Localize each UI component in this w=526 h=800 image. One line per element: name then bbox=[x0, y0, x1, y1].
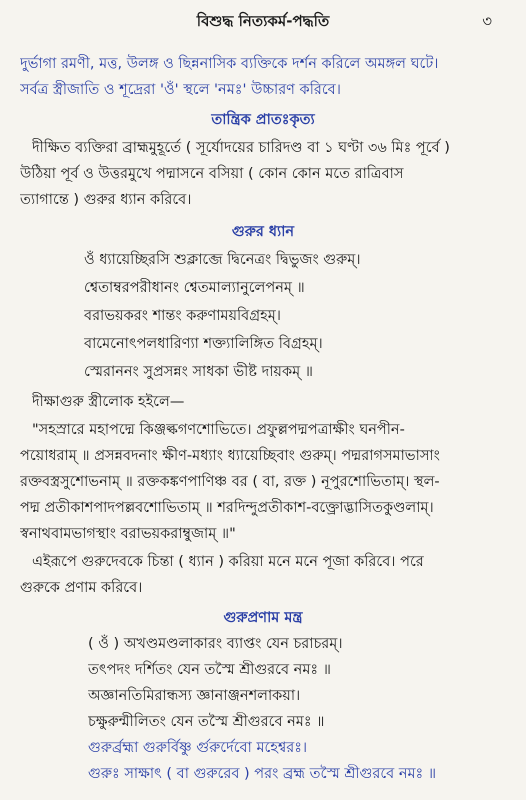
female-verse-line-3: রক্তবস্ত্রসুশোভনাম্ ॥ রক্তকঙ্কণপাণিঞ্চ বর ( বা, রক্ত ) নূপুরশোভিতাম্। স্থল- bbox=[20, 474, 440, 490]
female-guru-intro: দীক্ষাগুরু স্ত্রীলোক হইলে— bbox=[32, 394, 185, 410]
section-heading-tantrik: তান্ত্রিক প্রাতঃকৃত্য bbox=[211, 112, 315, 128]
page-number: ৩ bbox=[482, 12, 492, 30]
section-heading-guru-dhyan: গুরুর ধ্যান bbox=[231, 224, 295, 240]
female-verse-line-2: পয়োধরাম্ ॥ প্রসন্নবদনাং ক্ষীণ-মধ্যাং ধ্যায়েচ্ছিবাং গুরুম্। পদ্মরাগসমাভাসাং bbox=[20, 448, 440, 464]
section-heading-guru-pranam: গুরুপ্রণাম মন্ত্র bbox=[223, 610, 303, 626]
pranam-verse-4: চক্ষুরুন্মীলিতং যেন তস্মৈ শ্রীগুরবে নমঃ ॥ bbox=[88, 714, 325, 730]
section1-line-1: দীক্ষিত ব্যক্তিরা ব্রাহ্মমুহূর্তে ( সূর্যোদয়ের চারিদণ্ড বা ১ ঘণ্টা ৩৬ মিঃ পূর্বে ) bbox=[32, 140, 450, 156]
intro-line-2: সর্বত্র স্ত্রীজাতি ও শূদ্রেরা 'ওঁ' স্থলে 'নমঃ' উচ্চারণ করিবে। bbox=[20, 82, 341, 98]
dhyan-verse-5: স্মেরাননং সুপ্রসন্নং সাধকা ভীষ্ট দায়কম্ ॥ bbox=[84, 364, 313, 380]
dhyan-verse-4: বামেনোৎপলধারিণ্যা শক্ত্যালিঙ্গিত বিগ্রহম্। bbox=[84, 336, 323, 352]
female-verse-line-4: পদ্ম প্রতীকাশপাদপল্লবশোভিতাম্ ॥ শরদিন্দুপ্রতীকাশ-বক্ত্রোদ্ভাসিতকুণ্ডলাম্। bbox=[20, 500, 434, 516]
pranam-verse-6: গুরুঃ সাক্ষাৎ ( বা গুরুরেব ) পরং ব্রহ্ম তস্মৈ শ্রীগুরবে নমঃ ॥ bbox=[88, 766, 437, 782]
pranam-verse-1: ( ওঁ ) অখণ্ডমণ্ডলাকারং ব্যাপ্তং যেন চরাচরম্। bbox=[88, 636, 343, 652]
pranam-verse-5: গুরুর্ব্রহ্মা গুরুর্বিষ্ণু র্গুরুর্দেবো মহেশ্বরঃ। bbox=[88, 740, 308, 756]
section1-line-3: ত্যাগান্তে ) গুরুর ধ্যান করিবে। bbox=[20, 192, 192, 208]
intro-line-1: দুর্ভাগা রমণী, মত্ত, উলঙ্গ ও ছিন্ননাসিক ব্যক্তিকে দর্শন করিলে অমঙ্গল ঘটে। bbox=[20, 56, 439, 72]
dhyan-verse-1: ওঁ ধ্যায়েচ্ছিরসি শুক্লাব্জে দ্বিনেত্রং দ্বিভুজং গুরুম্। bbox=[84, 252, 361, 268]
section1-line-2: উঠিয়া পূর্ব ও উত্তরমুখে পদ্মাসনে বসিয়া ( কোন কোন মতে রাত্রিবাস bbox=[20, 166, 404, 182]
female-verse-line-5: স্বনাথবামভাগস্থাং বরাভয়করাম্বুজাম্ ॥" bbox=[20, 526, 236, 542]
pranam-verse-3: অজ্ঞানতিমিরান্ধস্য জ্ঞানাঞ্জনশলাকয়া। bbox=[88, 688, 301, 704]
closing-line-1: এইরূপে গুরুদেবকে চিন্তা ( ধ্যান ) করিয়া মনে মনে পূজা করিবে। পরে bbox=[32, 554, 424, 570]
female-verse-line-1: "সহস্রারে মহাপদ্মে কিঞ্জল্কগণশোভিতে। প্রফুল্লপদ্মপত্রাক্ষীং ঘনপীন- bbox=[32, 422, 405, 438]
pranam-verse-2: তৎপদং দর্শিতং যেন তস্মৈ শ্রীগুরবে নমঃ ॥ bbox=[88, 662, 331, 678]
closing-line-2: গুরুকে প্রণাম করিবে। bbox=[20, 580, 143, 596]
dhyan-verse-2: শ্বেতাম্বরপরীধানং শ্বেতমাল্যানুলেপনম্ ॥ bbox=[84, 280, 305, 296]
running-header: বিশুদ্ধ নিত্যকর্ম-পদ্ধতি bbox=[196, 12, 330, 30]
dhyan-verse-3: বরাভয়করং শান্তং করুণাময়বিগ্রহম্। bbox=[84, 308, 281, 324]
